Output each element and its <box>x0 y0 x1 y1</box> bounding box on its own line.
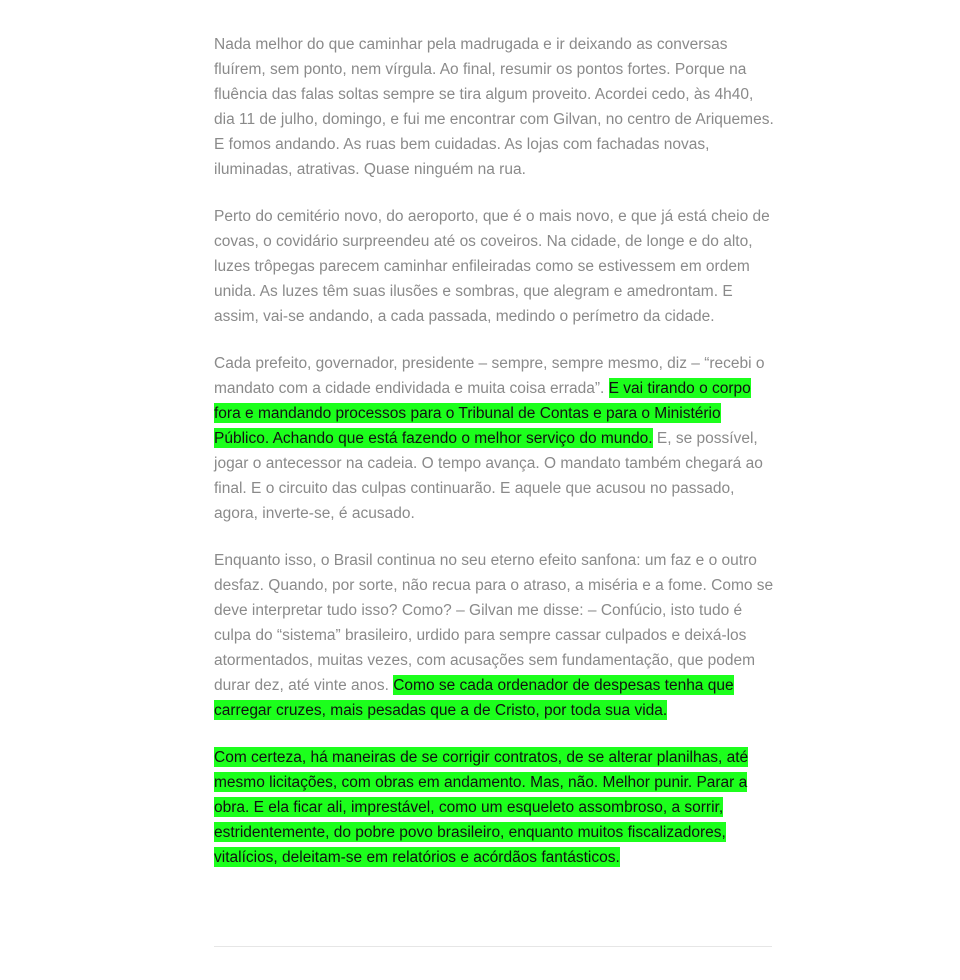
paragraph-4-text-start: Enquanto isso, o Brasil continua no seu eterno efeito sanfona: um faz e o outro desfaz. Quando, por sorte, não recua para o atraso, a miséria e a fome. Como se deve interpretar tudo isso? Como? – Gilvan me disse: – Confúcio, isto tudo é culpa do “sistema” brasileiro, urdido para sempre cassar culpados e deixá-los atormentados, muitas vezes, com acusações sem fundamentação, que podem durar dez, até vinte anos. <box>214 552 774 694</box>
article-body <box>214 32 774 892</box>
bottom-divider <box>214 946 772 947</box>
paragraph-3-text-start: Cada prefeito, governador, presidente – sempre, sempre mesmo, diz – “recebi o mandato com a cidade endividada e muita coisa errada”. <box>214 355 765 397</box>
paragraph-3 <box>214 351 774 526</box>
paragraph-1-text: Nada melhor do que caminhar pela madrugada e ir deixando as conversas fluírem, sem ponto, nem vírgula. Ao final, resumir os pontos fortes. Porque na fluência das falas soltas sempre se tira algum proveito. Acordei cedo, às 4h40, dia 11 de julho, domingo, e fui me encontrar com Gilvan, no centro de Ariquemes. E fomos andando. As ruas bem cuidadas. As lojas com fachadas novas, iluminadas, atrativas. Quase ninguém na rua. <box>214 36 774 178</box>
paragraph-2-text: Perto do cemitério novo, do aeroporto, que é o mais novo, e que já está cheio de covas, o covidário surpreendeu até os coveiros. Na cidade, de longe e do alto, luzes trôpegas parecem caminhar enfileiradas como se estivessem em ordem unida. As luzes têm suas ilusões e sombras, que alegram e amedrontam. E assim, vai-se andando, a cada passada, medindo o perímetro da cidade. <box>214 208 770 325</box>
paragraph-3-highlight[interactable]: E vai tirando o corpo fora e mandando processos para o Tribunal de Contas e para o Ministério Público. Achando que está fazendo o melhor serviço do mundo. <box>214 380 751 447</box>
paragraph-5-highlight[interactable]: Com certeza, há maneiras de se corrigir contratos, de se alterar planilhas, até mesmo licitações, com obras em andamento. Mas, não. Melhor punir. Parar a obra. E ela ficar ali, imprestável, como um esqueleto assombroso, a sorrir, estridentemente, do pobre povo brasileiro, enquanto muitos fiscalizadores, vitalícios, deleitam-se em relatórios e acórdãos fantásticos. <box>214 749 749 866</box>
paragraph-1 <box>214 32 774 182</box>
paragraph-2 <box>214 204 774 329</box>
paragraph-3-text-end: E, se possível, jogar o antecessor na cadeia. O tempo avança. O mandato também chegará ao final. E o circuito das culpas continuarão. E aquele que acusou no passado, agora, inverte-se, é acusado. <box>214 430 763 522</box>
paragraph-4 <box>214 548 774 723</box>
paragraph-4-highlight[interactable]: Como se cada ordenador de despesas tenha que carregar cruzes, mais pesadas que a de Cristo, por toda sua vida. <box>214 677 734 719</box>
paragraph-5 <box>214 745 774 870</box>
